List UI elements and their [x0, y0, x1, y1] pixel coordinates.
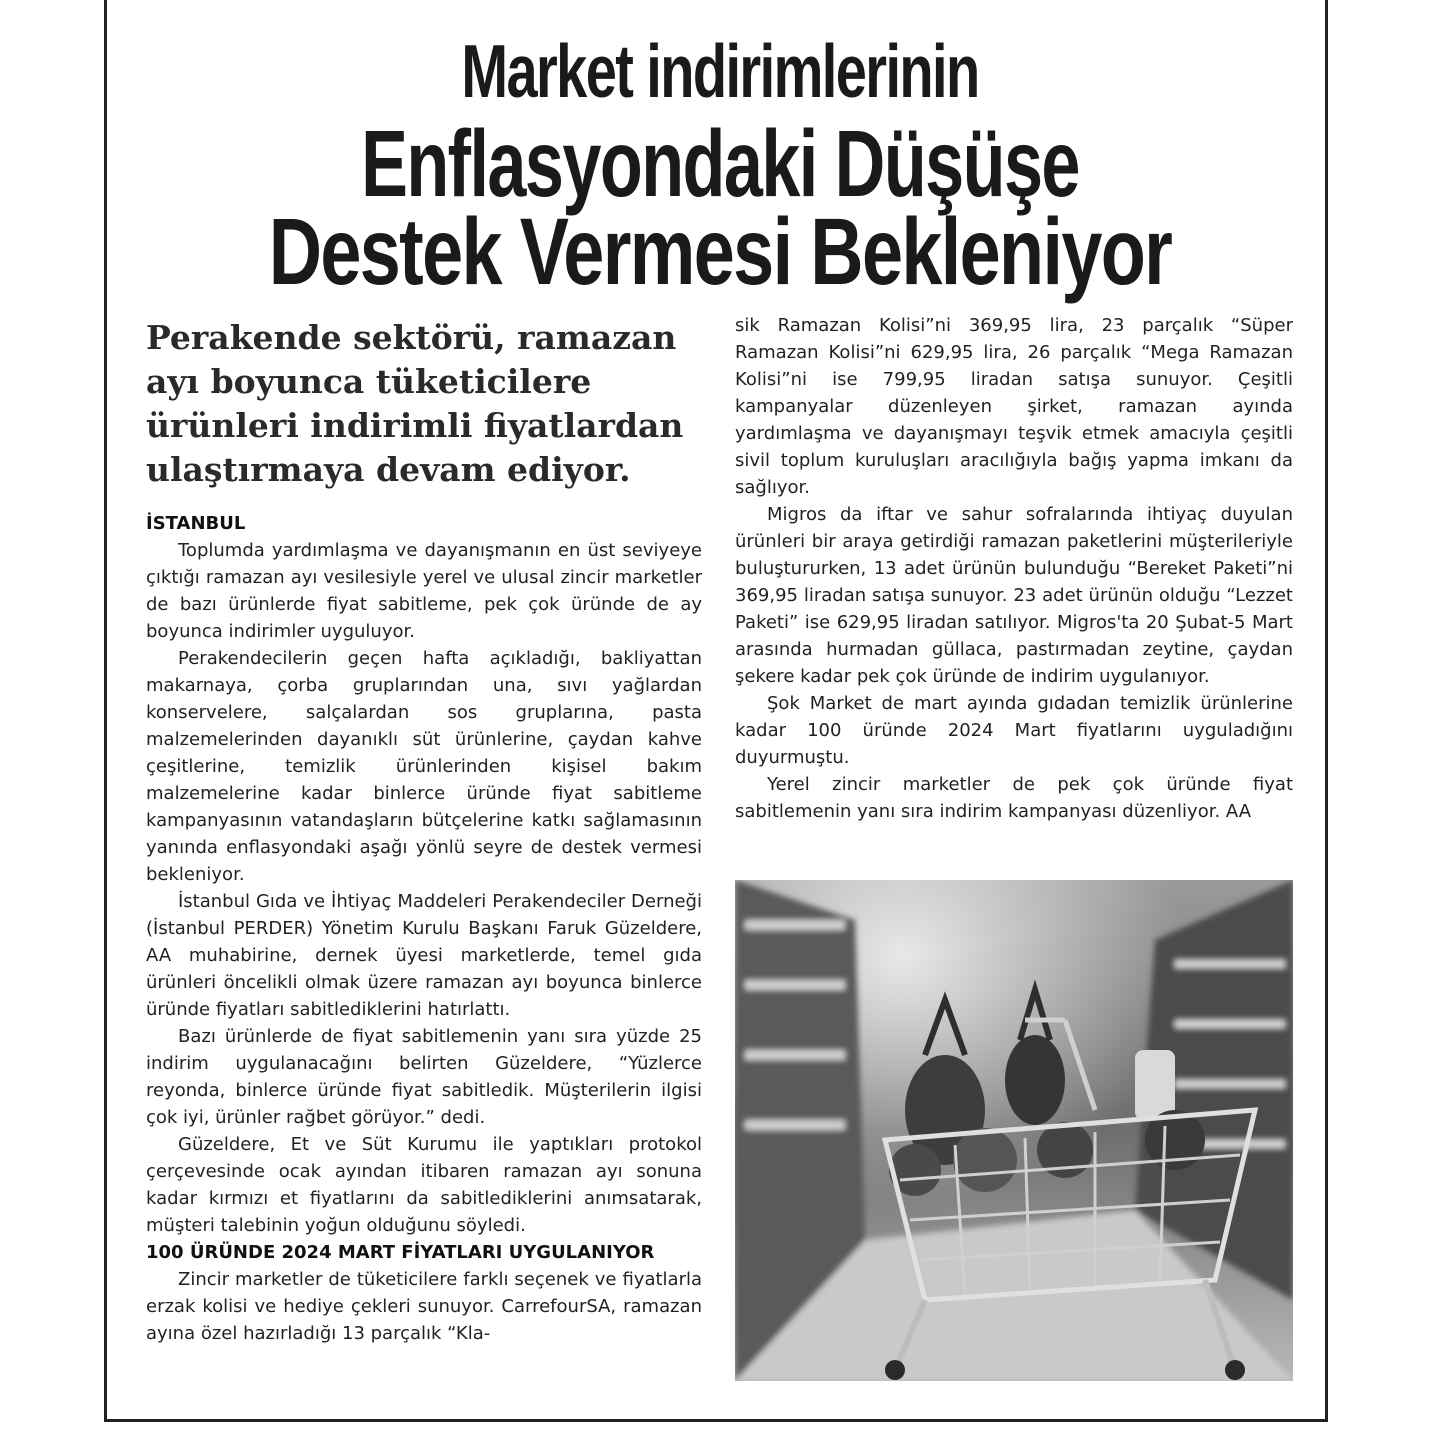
- headline-line-2: Enflasyondaki Düşüşe: [361, 112, 1079, 217]
- headline-line-3: Destek Vermesi Bekleniyor: [268, 200, 1172, 305]
- article-column-left: [146, 510, 702, 1347]
- article-paragraph: Güzeldere, Et ve Süt Kurumu ile yaptıkları protokol çerçevesinde ocak ayından itibaren ramazan ayı sonuna kadar kırmızı et fiyatlarını da sabitlediklerini anımsatarak, müşteri talebinin yoğun olduğunu söyledi.: [146, 1134, 702, 1236]
- article-paragraph: İstanbul Gıda ve İhtiyaç Maddeleri Perakendeciler Derneği (İstanbul PERDER) Yönetim Kurulu Başkanı Faruk Güzeldere, AA muhabirine, dernek üyesi marketlerde, temel gıda ürünleri öncelikli olmak üzere ramazan ayı boyunca binlerce üründe fiyatları sabitlediklerini hatırlattı.: [146, 891, 702, 1020]
- article-paragraph: Perakendecilerin geçen hafta açıkladığı, bakliyattan makarnaya, çorba gruplarından una, sıvı yağlardan konservelere, salçalardan sos gruplarına, pasta malzemelerinden dayanıklı süt ürünlerine, çaydan kahve çeşitlerine, temizlik ürünlerinden kişisel bakım malzemelerine kadar binlerce üründe fiyat sabitleme kampanyasının vatandaşların bütçelerine katkı sağlamasının yanında enflasyondaki aşağı yönlü seyre de destek vermesi bekleniyor.: [146, 648, 702, 885]
- article-paragraph: Toplumda yardımlaşma ve dayanışmanın en üst seviyeye çıktığı ramazan ayı vesilesiyle yerel ve ulusal zincir marketler de bazı ürünlerde fiyat sabitleme, pek çok üründe de ay boyunca indirimler uyguluyor.: [146, 540, 702, 642]
- headline-line-1: Market indirimlerinin: [461, 29, 979, 114]
- article-paragraph: Migros da iftar ve sahur sofralarında ihtiyaç duyulan ürünleri bir araya getirdiği ramazan paketlerini müşterileriyle buluştururken, 13 adet ürünün bulunduğu “Bereket Paketi”ni 369,95 liradan satışa sunuyor. 23 adet ürünün olduğu “Lezzet Paketi” ise 629,95 liradan satılıyor. Migros'ta 20 Şubat-5 Mart arasında hurmadan güllaca, pastırmadan zeytine, çaydan şekere kadar pek çok üründe de indirim uygulanıyor.: [735, 504, 1293, 687]
- article-column-right: [735, 312, 1293, 825]
- article-paragraph: Şok Market de mart ayında gıdadan temizlik ürünlerine kadar 100 üründe 2024 Mart fiyatlarını uyguladığını duyurmuştu.: [735, 693, 1293, 768]
- shopping-cart-in-supermarket-aisle-photo: [735, 880, 1293, 1381]
- article-paragraph: Bazı ürünlerde de fiyat sabitlemenin yanı sıra yüzde 25 indirim uygulanacağını belirten Güzeldere, “Yüzlerce reyonda, binlerce üründe fiyat sabitledik. Müşterilerin ilgisi çok iyi, ürünler rağbet görüyor.” dedi.: [146, 1026, 702, 1128]
- article-paragraph: sik Ramazan Kolisi”ni 369,95 lira, 23 parçalık “Süper Ramazan Kolisi”ni 629,95 lira, 26 parçalık “Mega Ramazan Kolisi”ni ise 799,95 liradan satışa sunuyor. Çeşitli kampanyalar düzenleyen şirket, ramazan ayında yardımlaşma ve dayanışmayı teşvik etmek amacıyla çeşitli sivil toplum kuruluşları aracılığıyla bağış yapma imkanı da sağlıyor.: [735, 315, 1293, 498]
- article-paragraph: Yerel zincir marketler de pek çok üründe fiyat sabitlemenin yanı sıra indirim kampanyası düzenliyor. AA: [735, 774, 1293, 822]
- lead-paragraph: Perakende sektörü, ramazan ayı boyunca tüketicilere ürünleri indirimli fiyatlardan ulaştırmaya devam ediyor.: [146, 318, 684, 489]
- section-subhead: 100 ÜRÜNDE 2024 MART FİYATLARI UYGULANIYOR: [146, 1242, 655, 1263]
- article-paragraph: Zincir marketler de tüketicilere farklı seçenek ve fiyatlarla erzak kolisi ve hediye çekleri sunuyor. CarrefourSA, ramazan ayına özel hazırladığı 13 parçalık “Kla-: [146, 1269, 702, 1344]
- dateline: İSTANBUL: [146, 513, 246, 534]
- supermarket-cart-photo: [735, 880, 1293, 1381]
